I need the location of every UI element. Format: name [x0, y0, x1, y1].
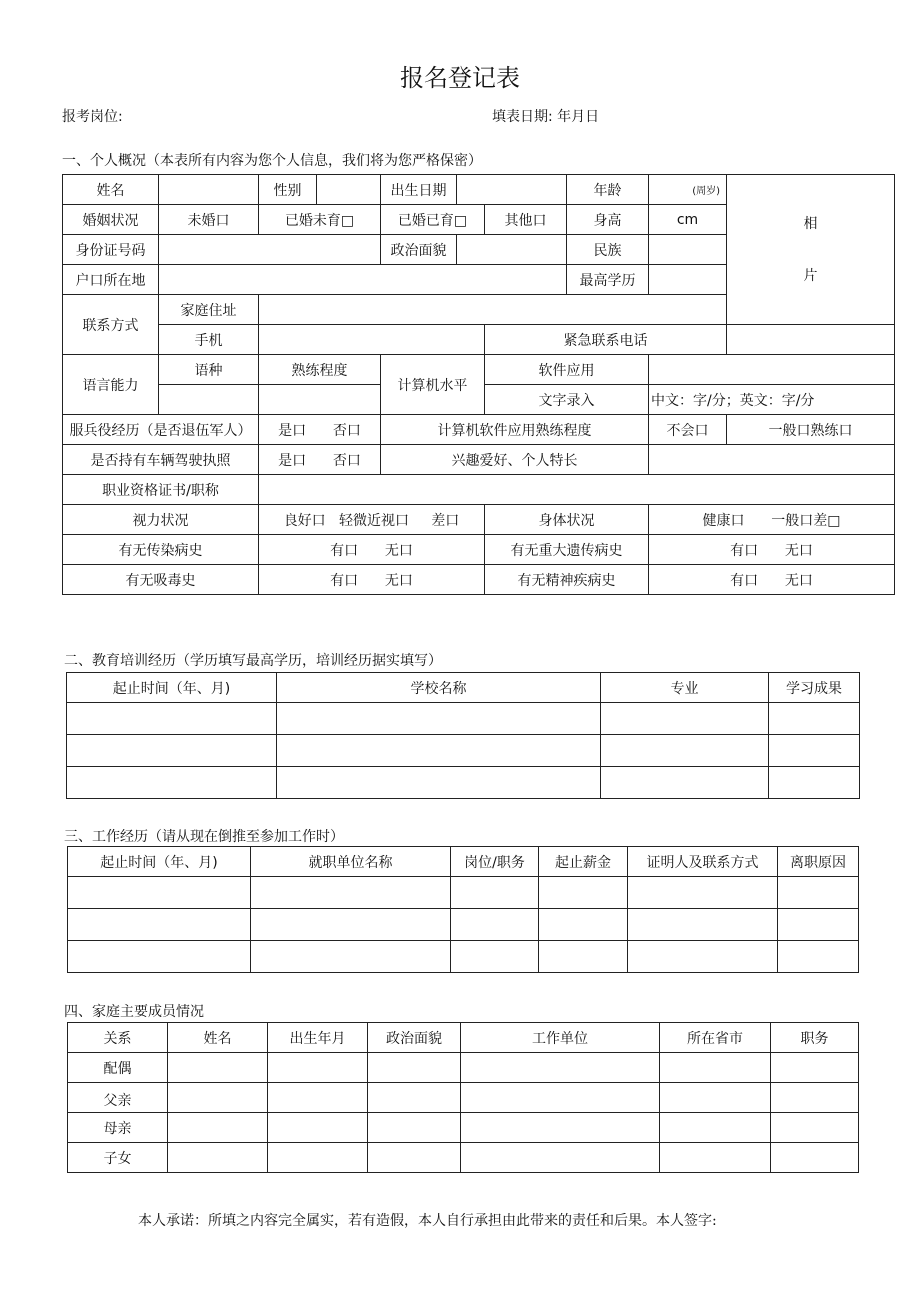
mobile-field[interactable]: [259, 325, 485, 355]
language-label: 语言能力: [63, 355, 159, 415]
vision-options[interactable]: 良好口 轻微近视口 差口: [259, 505, 485, 535]
work-col-position: 岗位/职务: [451, 847, 539, 877]
mental-has[interactable]: 有口: [730, 572, 759, 589]
table-row: [68, 877, 859, 909]
work-table: [67, 846, 859, 973]
relation-mother: 母亲: [68, 1113, 168, 1143]
table-row: [68, 1083, 859, 1113]
edu-col-result: 学习成果: [769, 673, 860, 703]
married-child-option[interactable]: 已婚已育□: [381, 205, 485, 235]
military-no[interactable]: 否口: [332, 422, 361, 439]
infectious-none[interactable]: 无口: [384, 542, 413, 559]
name-field[interactable]: [159, 175, 259, 205]
license-options[interactable]: [259, 445, 381, 475]
unmarried-option[interactable]: 未婚口: [159, 205, 259, 235]
height-unit: cm: [649, 205, 727, 235]
name-label: 姓名: [63, 175, 159, 205]
work-col-reason: 离职原因: [778, 847, 859, 877]
table-row: [67, 735, 860, 767]
address-label: 家庭住址: [159, 295, 259, 325]
photo-label-1: 相: [803, 215, 818, 232]
drug-label: 有无吸毒史: [63, 565, 259, 595]
infectious-has[interactable]: 有口: [330, 542, 359, 559]
table-row: [68, 1053, 859, 1083]
software-field[interactable]: [649, 355, 895, 385]
relation-father: 父亲: [68, 1083, 168, 1113]
mental-options[interactable]: [649, 565, 895, 595]
license-yes[interactable]: 是口: [278, 452, 307, 469]
hukou-label: 户口所在地: [63, 265, 159, 295]
ethnic-field[interactable]: [649, 235, 727, 265]
section3-heading: 三、工作经历（请从现在倒推至参加工作时）: [64, 829, 344, 845]
table-row: [68, 941, 859, 973]
proficiency-label: 熟练程度: [259, 355, 381, 385]
proficiency-field[interactable]: [259, 385, 381, 415]
height-label: 身高: [567, 205, 649, 235]
fam-col-workplace: 工作单位: [461, 1023, 660, 1053]
section2-heading: 二、教育培训经历（学历填写最高学历，培训经历据实填写）: [64, 653, 442, 669]
pledge-statement: 本人承诺：所填之内容完全属实，若有造假，本人自行承担由此带来的责任和后果。本人签字:: [138, 1213, 717, 1229]
drug-has[interactable]: 有口: [330, 572, 359, 589]
hereditary-options[interactable]: [649, 535, 895, 565]
typing-speed: 中文：字/分；英文：字/分: [649, 385, 895, 415]
photo-box[interactable]: [727, 175, 895, 325]
contact-label: 联系方式: [63, 295, 159, 355]
drug-none[interactable]: 无口: [384, 572, 413, 589]
license-no[interactable]: 否口: [332, 452, 361, 469]
software-not-able[interactable]: 不会口: [649, 415, 727, 445]
marital-label: 婚姻状况: [63, 205, 159, 235]
hereditary-has[interactable]: 有口: [730, 542, 759, 559]
other-option[interactable]: 其他口: [485, 205, 567, 235]
photo-label-2: 片: [803, 267, 818, 284]
drug-options[interactable]: [259, 565, 485, 595]
table-row: [68, 909, 859, 941]
work-col-employer: 就职单位名称: [251, 847, 451, 877]
mental-none[interactable]: 无口: [784, 572, 813, 589]
fam-col-name: 姓名: [168, 1023, 268, 1053]
table-row: [67, 703, 860, 735]
family-table: [67, 1022, 859, 1173]
fam-col-province: 所在省市: [660, 1023, 771, 1053]
section4-heading: 四、家庭主要成员情况: [64, 1004, 204, 1020]
software-general-skilled[interactable]: 一般口熟练口: [727, 415, 895, 445]
personal-info-table: [62, 174, 895, 595]
ethnic-label: 民族: [567, 235, 649, 265]
work-col-reference: 证明人及联系方式: [628, 847, 778, 877]
typing-label: 文字录入: [485, 385, 649, 415]
political-label: 政治面貌: [381, 235, 457, 265]
age-unit: (周岁): [692, 185, 720, 197]
page-title: 报名登记表: [400, 64, 520, 92]
hobby-field[interactable]: [649, 445, 895, 475]
edu-col-school: 学校名称: [277, 673, 601, 703]
fam-col-relation: 关系: [68, 1023, 168, 1053]
hukou-field[interactable]: [159, 265, 567, 295]
table-row: [68, 1113, 859, 1143]
certificate-label: 职业资格证书/职称: [63, 475, 259, 505]
work-col-period: 起止时间（年、月): [68, 847, 251, 877]
education-label: 最高学历: [567, 265, 649, 295]
software-skill-label: 计算机软件应用熟练程度: [381, 415, 649, 445]
id-label: 身份证号码: [63, 235, 159, 265]
certificate-field[interactable]: [259, 475, 895, 505]
table-row: [68, 1143, 859, 1173]
age-label: 年龄: [567, 175, 649, 205]
software-label: 软件应用: [485, 355, 649, 385]
lang-type-label: 语种: [159, 355, 259, 385]
relation-child: 子女: [68, 1143, 168, 1173]
health-label: 身体状况: [485, 505, 649, 535]
gender-field[interactable]: [317, 175, 381, 205]
position-label: 报考岗位:: [62, 109, 123, 125]
table-row: [67, 767, 860, 799]
hobby-label: 兴趣爱好、个人特长: [381, 445, 649, 475]
gender-label: 性别: [259, 175, 317, 205]
emergency-field[interactable]: [727, 325, 895, 355]
address-field[interactable]: [259, 295, 727, 325]
lang-type-field[interactable]: [159, 385, 259, 415]
emergency-label: 紧急联系电话: [485, 325, 727, 355]
id-field[interactable]: [159, 235, 381, 265]
hereditary-none[interactable]: 无口: [784, 542, 813, 559]
fam-col-title: 职务: [771, 1023, 859, 1053]
computer-level-label: 计算机水平: [381, 355, 485, 415]
mental-label: 有无精神疾病史: [485, 565, 649, 595]
edu-col-period: 起止时间（年、月): [67, 673, 277, 703]
military-label: 服兵役经历（是否退伍军人）: [63, 415, 259, 445]
education-field[interactable]: [649, 265, 727, 295]
vision-label: 视力状况: [63, 505, 259, 535]
mobile-label: 手机: [159, 325, 259, 355]
fam-col-birth: 出生年月: [268, 1023, 368, 1053]
political-field[interactable]: [457, 235, 567, 265]
relation-spouse: 配偶: [68, 1053, 168, 1083]
married-nochild-option[interactable]: 已婚未育□: [259, 205, 381, 235]
edu-col-major: 专业: [601, 673, 769, 703]
military-yes[interactable]: 是口: [278, 422, 307, 439]
infectious-label: 有无传染病史: [63, 535, 259, 565]
health-options[interactable]: 健康口 一般口差□: [649, 505, 895, 535]
military-options[interactable]: [259, 415, 381, 445]
hereditary-label: 有无重大遗传病史: [485, 535, 649, 565]
work-col-salary: 起止薪金: [539, 847, 628, 877]
license-label: 是否持有车辆驾驶执照: [63, 445, 259, 475]
infectious-options[interactable]: [259, 535, 485, 565]
section1-heading: 一、个人概况（本表所有内容为您个人信息，我们将为您严格保密）: [62, 153, 482, 169]
birth-field[interactable]: [457, 175, 567, 205]
education-table: [66, 672, 860, 799]
birth-label: 出生日期: [381, 175, 457, 205]
fam-col-political: 政治面貌: [368, 1023, 461, 1053]
date-label: 填表日期: 年月日: [492, 109, 600, 125]
